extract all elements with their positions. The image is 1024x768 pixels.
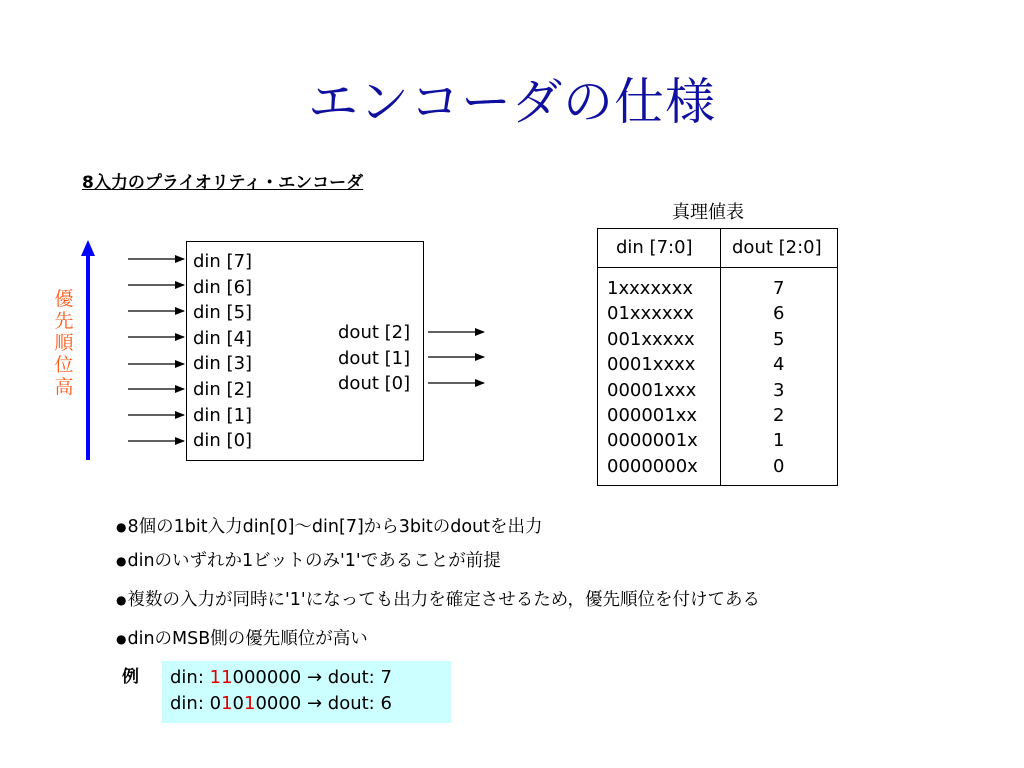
example-text: → dout: 6 [301, 693, 392, 714]
bullet-dot-icon: ● [116, 632, 127, 646]
bullet-dot-icon: ● [116, 554, 127, 568]
din-label: din [5] [193, 302, 253, 324]
priority-char: 先 [54, 310, 74, 332]
table-cell-din: 1xxxxxxx [607, 278, 694, 299]
bullet-item [116, 513, 543, 538]
din-label: din [4] [193, 327, 253, 349]
din-label: din [1] [193, 404, 253, 426]
example-text: din: [170, 667, 210, 688]
table-cell-dout: 1 [773, 430, 785, 452]
truth-table-caption: 真理値表 [672, 202, 744, 223]
input-arrows [128, 259, 184, 441]
din-label: din [7] [193, 251, 253, 272]
example-text: → dout: 7 [301, 667, 392, 688]
bullet-dot-icon: ● [116, 593, 127, 607]
table-cell-din: 0000000x [607, 455, 698, 477]
example-highlight: 11 [209, 667, 233, 688]
priority-char: 位 [54, 354, 74, 376]
column-header-dout: dout [2:0] [732, 237, 822, 258]
bullet-item [116, 625, 368, 650]
priority-char: 優 [54, 288, 74, 310]
bullet-item [116, 547, 501, 572]
table-cell-dout: 6 [773, 303, 785, 325]
table-cell-dout: 7 [773, 278, 785, 299]
column-header-din: din [7:0] [616, 237, 693, 258]
table-cell-dout: 0 [773, 455, 785, 477]
table-cell-din: 001xxxxx [607, 328, 695, 350]
example-line-1 [170, 667, 392, 688]
example-text: 0 [232, 693, 244, 714]
example-text: 000000 [232, 667, 302, 688]
table-cell-din: 000001xx [607, 405, 698, 426]
table-cell-din: 01xxxxxx [607, 303, 694, 325]
table-cell-din: 0000001x [607, 430, 698, 452]
example-text: din: 0 [170, 693, 222, 714]
dout-label: dout [0] [338, 373, 411, 395]
din-label: din [0] [193, 430, 253, 452]
din-label: din [6] [193, 276, 253, 298]
table-cell-dout: 2 [773, 405, 785, 426]
example-label: 例 [122, 667, 139, 687]
encoder-block [186, 241, 424, 461]
din-label: din [2] [193, 379, 253, 400]
bullet-text: 複数の入力が同時に'1'になっても出力を確定させるため，優先順位を付けてある [127, 590, 761, 610]
table-cell-din: 0001xxxx [607, 354, 696, 376]
example-text: 0000 [255, 693, 302, 714]
truth-table-header [598, 229, 837, 268]
table-cell-din: 00001xxx [607, 379, 697, 401]
bullet-dot-icon: ● [116, 520, 127, 534]
example-box [162, 661, 451, 723]
priority-char: 順 [54, 332, 74, 354]
bullet-text: dinのいずれか1ビットのみ'1'であることが前提 [127, 551, 501, 571]
column-divider [720, 229, 721, 485]
dout-label: dout [1] [338, 347, 411, 369]
encoder-subtitle: 8入力のプライオリティ・エンコーダ [82, 173, 364, 193]
table-cell-dout: 3 [773, 379, 785, 401]
example-highlight: 1 [243, 693, 256, 714]
output-arrows [428, 332, 484, 383]
table-cell-dout: 4 [773, 354, 785, 376]
table-cell-dout: 5 [773, 328, 785, 350]
example-highlight: 1 [221, 693, 233, 714]
bullet-item [116, 586, 760, 611]
example-line-2 [170, 693, 392, 714]
slide-title: エンコーダの仕様 [308, 73, 716, 131]
dout-label: dout [2] [338, 322, 411, 343]
priority-char: 高 [54, 376, 74, 398]
din-label: din [3] [193, 353, 253, 375]
bullet-text: 8個の1bit入力din[0]〜din[7]から3bitのdoutを出力 [127, 517, 543, 537]
bullet-text: dinのMSB側の優先順位が高い [127, 629, 368, 649]
truth-table [597, 228, 838, 486]
